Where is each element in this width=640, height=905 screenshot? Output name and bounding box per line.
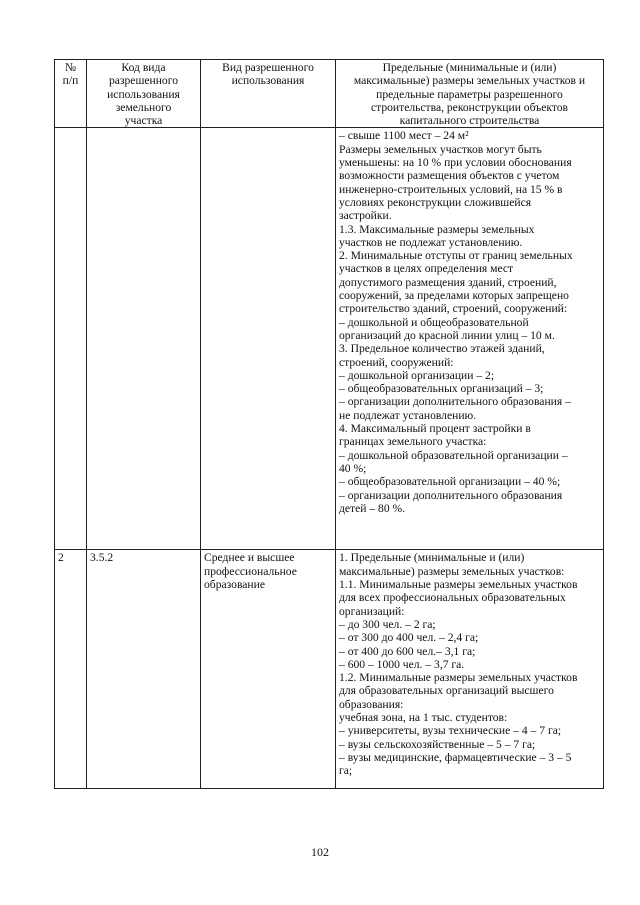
text-line: образования: bbox=[339, 697, 404, 711]
text-line: образование bbox=[204, 578, 265, 592]
cell-limits bbox=[336, 550, 604, 789]
text-line: – дошкольной и общеобразовательной bbox=[339, 315, 529, 329]
cell-kind bbox=[201, 550, 336, 789]
text-line: – вузы медицинские, фармацевтические – 3 – 5 bbox=[339, 750, 572, 764]
text-line: 1.2. Минимальные размеры земельных участков bbox=[339, 671, 578, 685]
text-line: организаций до красной линии улиц – 10 м. bbox=[339, 328, 555, 342]
text-line: максимальные) размеры земельных участков и bbox=[353, 74, 586, 88]
text-line: – от 300 до 400 чел. – 2,4 га; bbox=[339, 631, 479, 645]
text-line: строительства, реконструкции объектов bbox=[370, 100, 569, 114]
text-line: профессиональное bbox=[204, 564, 297, 578]
text-line: – организации дополнительного образования bbox=[339, 488, 563, 502]
land-use-table bbox=[54, 59, 604, 789]
text-line: участков в целях определения мест bbox=[339, 262, 514, 276]
cell-number bbox=[55, 128, 87, 550]
text-line: использования bbox=[107, 87, 180, 101]
text-line: использования bbox=[231, 74, 305, 88]
text-line: сооружений, за пределами которых запрещено bbox=[339, 289, 569, 303]
header-code bbox=[87, 60, 201, 128]
table-row bbox=[55, 128, 604, 550]
text-line: организаций: bbox=[339, 604, 405, 618]
text-line: Предельные (минимальные и (или) bbox=[382, 61, 557, 74]
text-line: – университеты, вузы технические – 4 – 7 га; bbox=[339, 724, 562, 738]
text-line: границах земельного участка: bbox=[339, 435, 487, 449]
text-line: Вид разрешенного bbox=[222, 61, 314, 74]
text-line: Код вида bbox=[121, 61, 166, 74]
cell-code: 3.5.2 bbox=[87, 550, 201, 789]
text-line: 1.3. Максимальные размеры земельных bbox=[339, 222, 535, 236]
text-line: – до 300 чел. – 2 га; bbox=[339, 617, 436, 631]
text-line: допустимого размещения зданий, строений, bbox=[339, 275, 557, 289]
text-line: – дошкольной образовательной организации – bbox=[339, 448, 568, 462]
text-line: – общеобразовательной организации – 40 %; bbox=[339, 475, 561, 489]
text-line: – дошкольной организации – 2; bbox=[339, 368, 495, 382]
text-line: детей – 80 %. bbox=[339, 501, 406, 515]
text-line: учебная зона, на 1 тыс. студентов: bbox=[339, 711, 508, 725]
cell-number: 2 bbox=[55, 550, 87, 789]
text-line: строений, сооружений: bbox=[339, 355, 454, 369]
text-line: условиях реконструкции сложившейся bbox=[339, 195, 532, 209]
text-line: для образовательных организаций высшего bbox=[339, 684, 554, 698]
text-line: 1.1. Минимальные размеры земельных участков bbox=[339, 578, 578, 592]
text-line: № bbox=[64, 61, 77, 74]
text-line: 4. Максимальный процент застройки в bbox=[339, 422, 531, 436]
table-row bbox=[55, 550, 604, 789]
text-line: максимальные) размеры земельных участков: bbox=[339, 564, 565, 578]
text-line: 3. Предельное количество этажей зданий, bbox=[339, 342, 545, 356]
text-line: га; bbox=[339, 764, 353, 778]
text-line: строительство зданий, строений, сооружений: bbox=[339, 302, 568, 316]
text-line: Среднее и высшее bbox=[204, 551, 295, 565]
text-line: инженерно-строительных условий, на 15 % в bbox=[339, 182, 563, 196]
text-line: 1. Предельные (минимальные и (или) bbox=[339, 551, 525, 565]
text-line: – вузы сельскохозяйственные – 5 – 7 га; bbox=[339, 737, 536, 751]
text-line: предельные параметры разрешенного bbox=[376, 87, 563, 101]
text-line: участка bbox=[124, 114, 163, 128]
text-line: капитального строительства bbox=[399, 114, 540, 128]
text-line: уменьшены: на 10 % при условии обоснования bbox=[339, 156, 572, 170]
text-line: застройки. bbox=[339, 209, 392, 223]
text-line: – общеобразовательных организаций – 3; bbox=[339, 382, 544, 396]
text-line: Размеры земельных участков могут быть bbox=[339, 142, 542, 156]
cell-code bbox=[87, 128, 201, 550]
header-number bbox=[55, 60, 87, 128]
text-line: для всех профессиональных образовательных bbox=[339, 591, 566, 605]
text-line: – от 400 до 600 чел.– 3,1 га; bbox=[339, 644, 476, 658]
header-kind bbox=[201, 60, 336, 128]
text-line: – организации дополнительного образования – bbox=[339, 395, 571, 409]
text-line: разрешенного bbox=[108, 74, 178, 88]
cell-kind bbox=[201, 128, 336, 550]
text-line: п/п bbox=[62, 74, 79, 88]
text-line: 2. Минимальные отступы от границ земельных bbox=[339, 249, 573, 263]
text-line: – 600 – 1000 чел. – 3,7 га. bbox=[339, 657, 465, 671]
text-line: земельного bbox=[115, 100, 172, 114]
text-line: участков не подлежат установлению. bbox=[339, 235, 523, 249]
text-line: 40 %; bbox=[339, 461, 367, 475]
table-header-row bbox=[55, 60, 604, 128]
text-line: – свыше 1100 мест – 24 м² bbox=[339, 129, 469, 143]
text-line: возможности размещения объектов с учетом bbox=[339, 169, 560, 183]
header-limits bbox=[336, 60, 604, 128]
page-number: 102 bbox=[311, 845, 329, 859]
text-line: не подлежат установлению. bbox=[339, 408, 477, 422]
cell-limits bbox=[336, 128, 604, 550]
